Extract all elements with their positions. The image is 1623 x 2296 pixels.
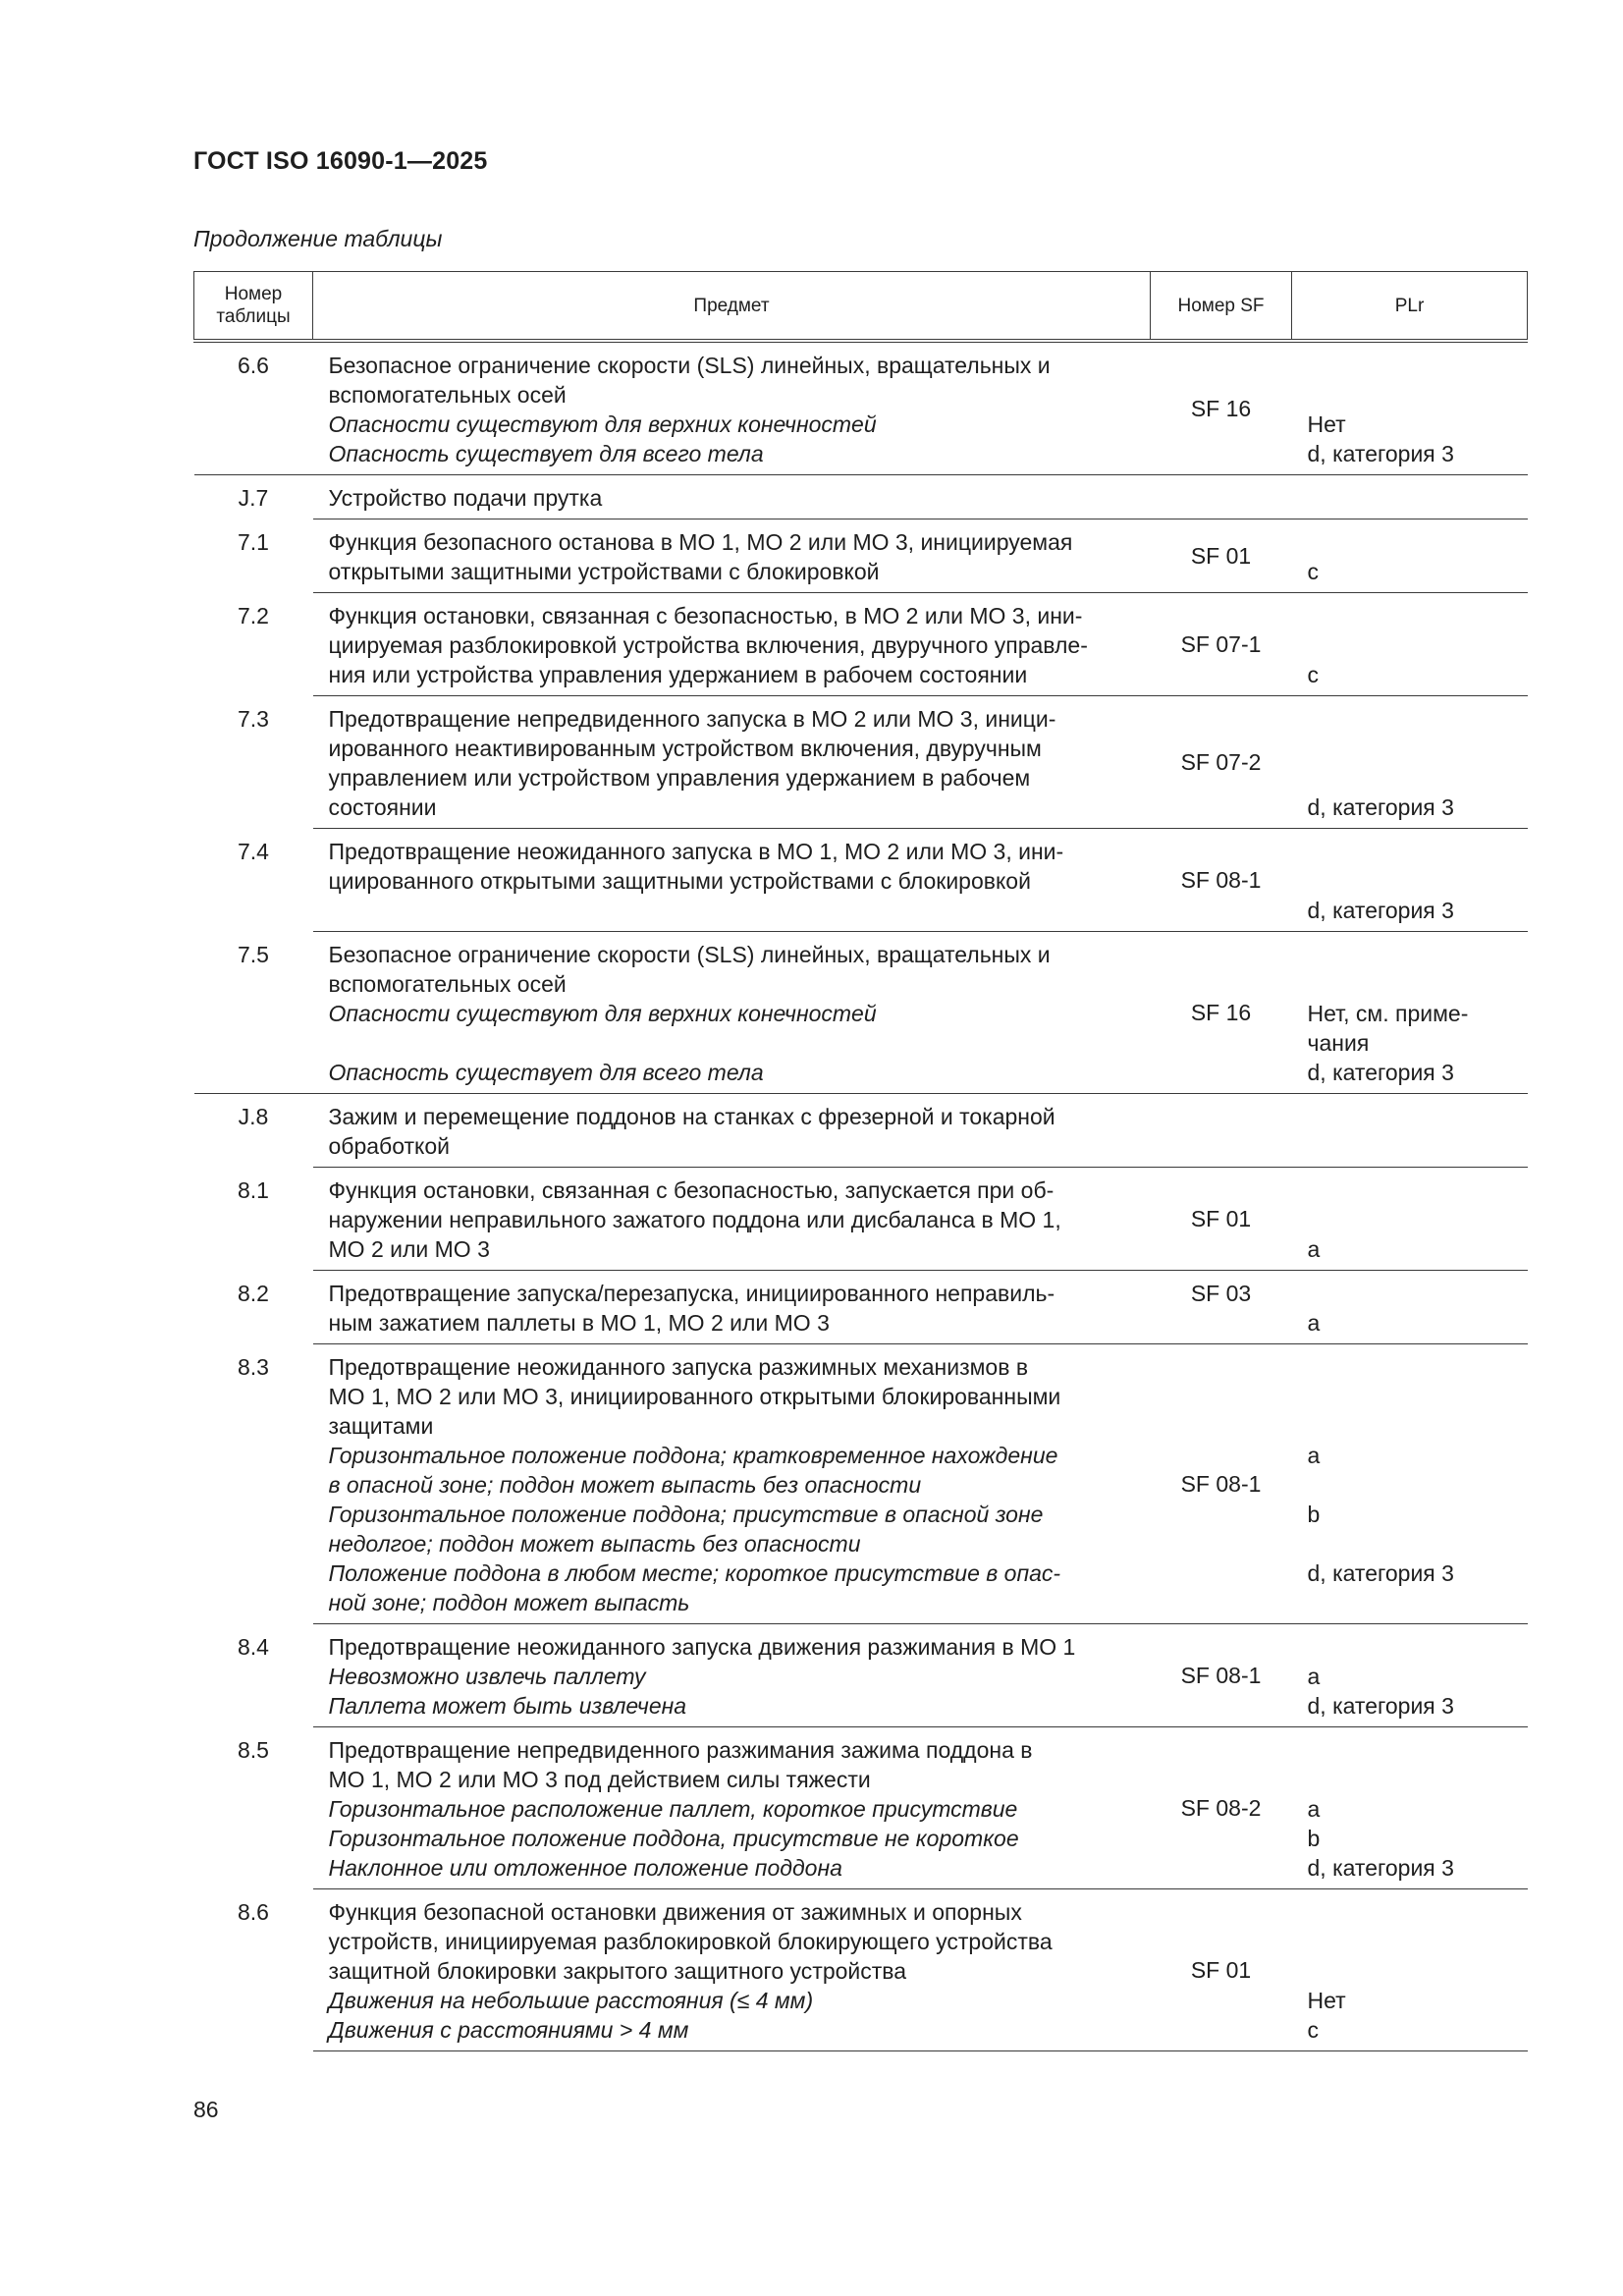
row-subject: Зажим и перемещение поддонов на станках с фрезерной и токарной обработкой	[313, 1094, 1151, 1168]
row-sf	[1151, 1094, 1292, 1168]
table-section-row	[194, 1094, 1528, 1168]
table-row	[194, 1889, 1528, 2051]
row-number: 6.6	[194, 341, 313, 475]
row-subject: Предотвращение неожиданного запуска разжимных механизмов в МО 1, МО 2 или МО 3, инициированного открытыми блокированными защитами Горизонтальное положение поддона; кратковременное нахождение в опасной зоне; поддон может выпасть без опасности Горизонтальное положение поддона; присутствие в опасной зоне недолгое; поддон может выпасть без опасности Положение поддона в любом месте; короткое присутствие в опас- ной зоне; поддон может выпасть	[313, 1344, 1151, 1624]
table-row	[194, 341, 1528, 475]
row-number: 7.1	[238, 528, 269, 555]
row-sf: SF 01	[1151, 519, 1292, 593]
row-subject: Безопасное ограничение скорости (SLS) линейных, вращательных и вспомогательных осей Опасности существуют для верхних конечностей Опасность существует для всего тела	[313, 341, 1151, 475]
row-plr: d, категория 3	[1292, 829, 1528, 932]
row-sf: SF 07-1	[1151, 593, 1292, 696]
row-number: 8.3	[238, 1353, 269, 1380]
row-number: 7.2	[238, 602, 269, 629]
row-plr: Нет d, категория 3	[1292, 341, 1528, 475]
row-subject: Предотвращение запуска/перезапуска, инициированного неправиль- ным зажатием паллеты в МО 1, МО 2 или МО 3	[313, 1271, 1151, 1344]
row-number: 7.3	[238, 705, 269, 732]
row-sf: SF 08-1	[1151, 1624, 1292, 1727]
row-number: 8.1	[238, 1176, 269, 1203]
row-sf: SF 03	[1151, 1271, 1292, 1344]
column-header-subject: Предмет	[313, 272, 1151, 342]
row-subject: Функция остановки, связанная с безопасностью, запускается при об- наружении неправильного зажатого поддона или дисбаланса в МО 1, МО 2 или МО 3	[313, 1168, 1151, 1271]
row-subject: Устройство подачи прутка	[313, 475, 1151, 519]
row-plr	[1292, 1094, 1528, 1168]
row-sf: SF 08-1	[1151, 1344, 1292, 1624]
row-subject: Предотвращение непредвиденного запуска в МО 2 или МО 3, иници- ированного неактивированным устройством включения, двуручным управлением или устройством управления удержанием в рабочем состоянии	[313, 696, 1151, 829]
row-sf: SF 01	[1151, 1889, 1292, 2051]
row-plr: Нет c	[1292, 1889, 1528, 2051]
row-number: J.7	[238, 485, 269, 511]
table-row	[194, 829, 1528, 932]
table-row	[194, 932, 1528, 1094]
row-plr: a	[1292, 1271, 1528, 1344]
page-number: 86	[193, 2097, 219, 2122]
table-continuation-caption: Продолжение таблицы	[193, 226, 443, 251]
row-sf: SF 01	[1151, 1168, 1292, 1271]
column-header-table-number: Номер таблицы	[194, 272, 313, 342]
table-row	[194, 1344, 1528, 1624]
row-plr: Нет, см. приме- чания d, категория 3	[1292, 932, 1528, 1094]
standards-table	[193, 271, 1528, 2051]
table-row	[194, 1727, 1528, 1889]
row-plr: a	[1292, 1168, 1528, 1271]
row-number: 7.4	[238, 838, 269, 864]
row-subject: Предотвращение непредвиденного разжимания зажима поддона в МО 1, МО 2 или МО 3 под действием силы тяжести Горизонтальное расположение паллет, короткое присутствие Горизонтальное положение поддона, присутствие не короткое Наклонное или отложенное положение поддона	[313, 1727, 1151, 1889]
column-header-sf-number: Номер SF	[1151, 272, 1292, 342]
column-header-plr: PLr	[1292, 272, 1528, 342]
row-sf: SF 07-2	[1151, 696, 1292, 829]
document-code: ГОСТ ISO 16090-1—2025	[193, 147, 488, 175]
row-subject: Предотвращение неожиданного запуска в МО 1, МО 2 или МО 3, ини- циированного открытыми защитными устройствами с блокировкой	[313, 829, 1151, 932]
row-number: 8.2	[238, 1280, 269, 1306]
row-number: 8.6	[238, 1898, 269, 1925]
row-number: 8.4	[238, 1633, 269, 1660]
table-row	[194, 593, 1528, 696]
row-plr: c	[1292, 593, 1528, 696]
row-subject: Функция безопасного останова в МО 1, МО 2 или МО 3, инициируемая открытыми защитными устройствами с блокировкой	[313, 519, 1151, 593]
table-row	[194, 696, 1528, 829]
row-subject: Функция безопасной остановки движения от зажимных и опорных устройств, инициируемая разблокировкой блокирующего устройства защитной блокировки закрытого защитного устройства Движения на небольшие расстояния (≤ 4 мм) Движения с расстояниями > 4 мм	[313, 1889, 1151, 2051]
row-subject: Функция остановки, связанная с безопасностью, в МО 2 или МО 3, ини- циируемая разблокировкой устройства включения, двуручного управле- ния или устройства управления удержанием в рабочем состоянии	[313, 593, 1151, 696]
row-subject: Безопасное ограничение скорости (SLS) линейных, вращательных и вспомогательных осей Опасности существуют для верхних конечностей Опасность существует для всего тела	[313, 932, 1151, 1094]
row-sf: SF 08-2	[1151, 1727, 1292, 1889]
row-number: 8.5	[238, 1736, 269, 1763]
row-plr: a d, категория 3	[1292, 1624, 1528, 1727]
row-sf	[1151, 475, 1292, 519]
row-subject: Предотвращение неожиданного запуска движения разжимания в МО 1 Невозможно извлечь паллету Паллета может быть извлечена	[313, 1624, 1151, 1727]
table-section-row	[194, 475, 1528, 519]
table-row	[194, 1168, 1528, 1271]
row-plr	[1292, 475, 1528, 519]
row-plr: a b d, категория 3	[1292, 1727, 1528, 1889]
row-sf: SF 08-1	[1151, 829, 1292, 932]
row-plr: d, категория 3	[1292, 696, 1528, 829]
row-number: J.8	[238, 1104, 269, 1129]
table-row	[194, 519, 1528, 593]
table-row	[194, 1271, 1528, 1344]
table-row	[194, 1624, 1528, 1727]
row-sf: SF 16	[1151, 341, 1292, 475]
row-plr: c	[1292, 519, 1528, 593]
row-number: 7.5	[194, 932, 313, 1094]
row-sf: SF 16	[1151, 932, 1292, 1094]
row-plr: a b d, категория 3	[1292, 1344, 1528, 1624]
table-header	[194, 272, 1528, 342]
